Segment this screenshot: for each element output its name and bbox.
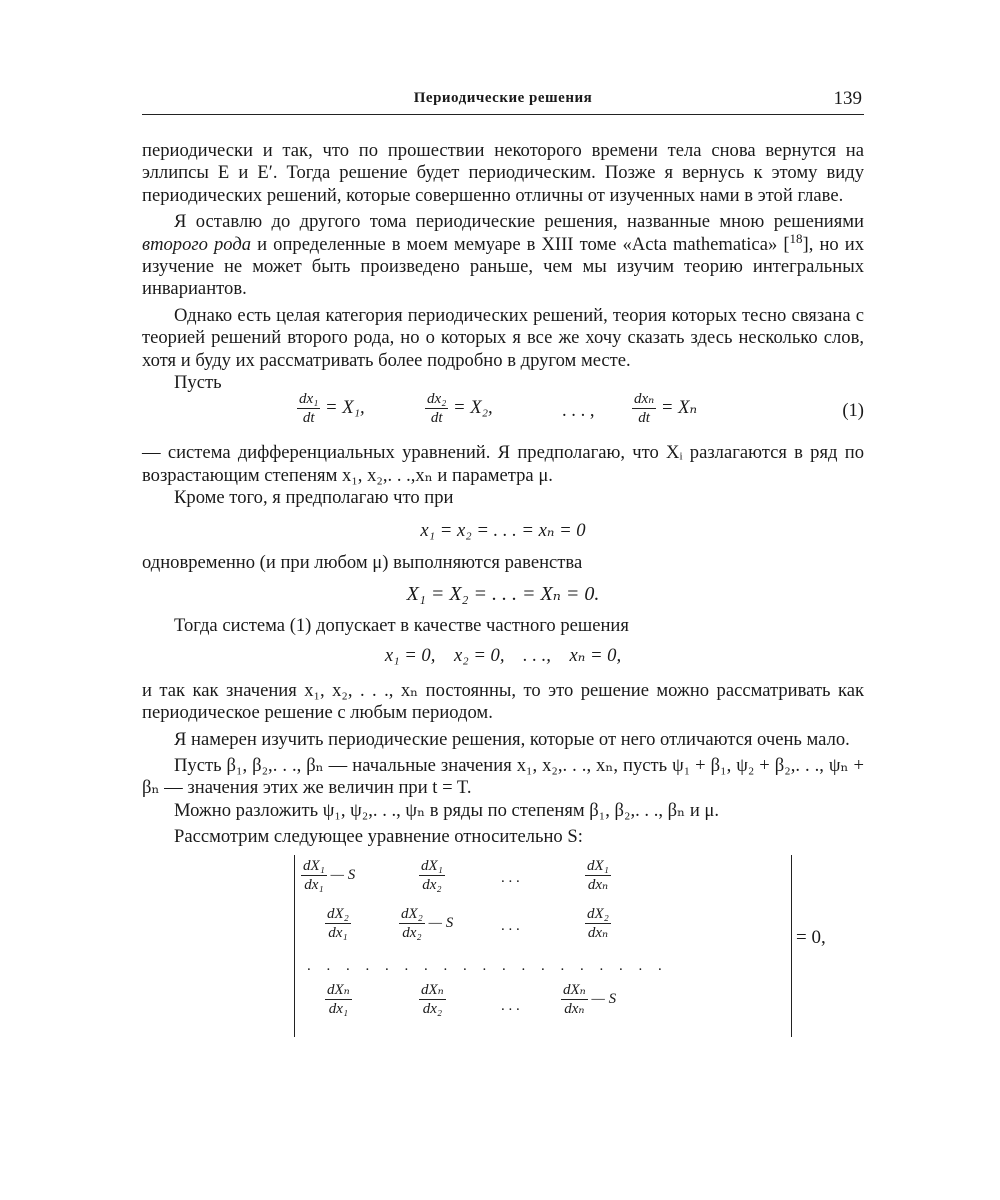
det-dots-1: . . . [501,869,520,886]
det-cell-1-1: $\frac{\text{dX₁}}{\text{dx₁}}$ — S [303,857,356,893]
running-head [142,88,864,115]
determinant-rhs: = 0, [796,926,826,948]
paragraph-5: — система дифференциальных уравнений. Я предполагаю, что Xᵢ разлагаются в ряд по возрастающим степеням x₁, x₂,. . .,xₙ и параметра μ. [142,442,864,486]
paragraph-9: и так как значения x₁, x₂, . . ., xₙ постоянны, то это решение можно рассматривать как периодическое решение с любым периодом. [142,679,864,724]
citation-ref: 18 [789,230,803,246]
eq1-frac-1: $\frac{\text{dx₁}}{dt}$ [299,391,319,427]
det-cell-2-n: $\frac{\text{dX₂}}{\text{dxₙ}}$ [587,905,609,941]
paragraph-2-part-c: ], но их изучение не может быть произведено раньше, чем мы изучим теорию интегральных инвариантов. [142,233,865,300]
page-number: 139 [833,88,862,109]
paragraph-7: одновременно (и при любом μ) выполняются равенства [142,552,583,574]
paragraph-12: Можно разложить ψ₁, ψ₂,. . ., ψₙ в ряды по степеням β₁, β₂,. . ., βₙ и μ. [174,799,720,821]
body-text [142,140,864,1045]
paragraph-8: Тогда система (1) допускает в качестве частного решения [174,614,629,636]
det-cell-2-1: $\frac{\text{dX₂}}{\text{dx₁}}$ [327,905,349,941]
paragraph-3: Однако есть целая категория периодических решений, теория которых тесно связана с теорией решений второго рода, но о которых я все же хочу сказать здесь несколько слов, хотя и буду их рассматривать более подробно в другом месте. [142,304,864,371]
det-dots-2: . . . [501,917,520,934]
equation-number: (1) [842,400,864,422]
det-cell-2-2: $\frac{\text{dX₂}}{\text{dx₂}}$ — S [401,905,454,941]
equation-3: X₁ = X₂ = . . . = Xₙ = 0. [406,582,600,605]
det-cell-1-2: $\frac{\text{dX₁}}{\text{dx₂}}$ [421,857,443,893]
eq1-rhs-2: = X₂, [453,397,493,419]
eq1-rhs-1: = X₁, [325,397,365,419]
eq1-frac-2: $\frac{\text{dx₂}}{dt}$ [427,391,447,427]
det-dots-n: . . . [501,997,520,1014]
det-row-dots: . . . . . . . . . . . . . . . . . . . [307,957,668,974]
determinant-equation [142,855,864,1045]
paragraph-2 [142,211,864,301]
det-cell-n-2: $\frac{\text{dXₙ}}{\text{dx₂}}$ [421,981,444,1017]
equation-2: x₁ = x₂ = . . . = xₙ = 0 [420,519,586,541]
paragraph-4: Пусть [174,372,222,394]
paragraph-2-emphasis: второго рода [142,233,252,255]
paragraph-13: Рассмотрим следующее уравнение относительно S: [174,826,583,848]
det-cell-1-n: $\frac{\text{dX₁}}{\text{dxₙ}}$ [587,857,609,893]
paragraph-11: Пусть β₁, β₂,. . ., βₙ — начальные значения x₁, x₂,. . ., xₙ, пусть ψ₁ + β₁, ψ₂ + β₂,. . ., ψₙ + βₙ — значения этих же величин при t = T. [142,754,864,799]
det-cell-n-n: $\frac{\text{dXₙ}}{\text{dxₙ}}$ — S [563,981,617,1017]
equation-1 [142,386,864,432]
paragraph-10: Я намерен изучить периодические решения, которые от него отличаются очень мало. [174,728,850,750]
paragraph-2-part-b: и определенные в моем мемуаре в XIII томе «Acta mathematica» [ [251,233,790,255]
running-head-title: Периодические решения [413,90,593,106]
eq1-frac-n: $\frac{\text{dxₙ}}{dt}$ [634,391,655,427]
paragraph-2-part-a: Я оставлю до другого тома периодические решения, названные мною решениями [174,211,864,233]
equation-4: x₁ = 0, x₂ = 0, . . ., xₙ = 0, [384,645,622,667]
paragraph-6: Кроме того, я предполагаю что при [174,487,454,509]
eq1-dots: . . . , [562,400,595,422]
paragraph-1: периодически и так, что по прошествии некоторого времени тела снова вернутся на эллипсы E и E′. Тогда решение будет периодическим. Позже я вернусь к этому виду периодических решений, которые совершенно отличны от изученных нами в этой главе. [142,140,864,206]
eq1-rhs-n: = Xₙ [660,397,697,419]
determinant [294,855,792,1037]
det-cell-n-1: $\frac{\text{dXₙ}}{\text{dx₁}}$ [327,981,350,1017]
